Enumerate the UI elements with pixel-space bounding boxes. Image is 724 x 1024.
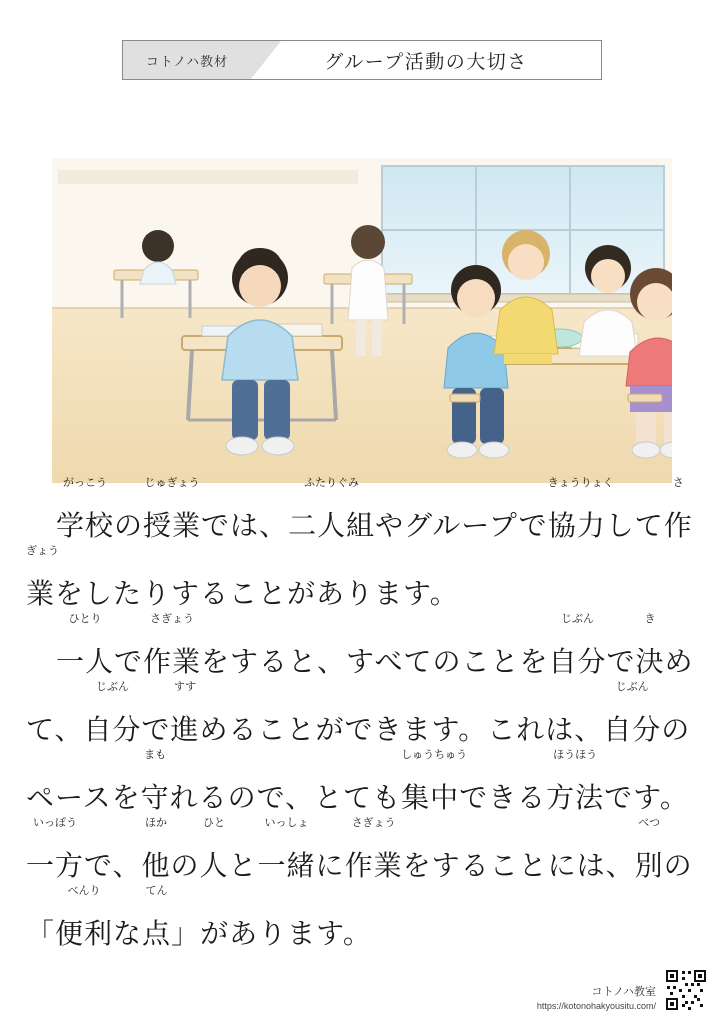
- body-text-run: で: [141, 714, 171, 745]
- ruby-reading: さぎょう: [150, 613, 195, 625]
- ruby-reading: いっぽう: [33, 817, 77, 829]
- body-text-run: をしたりすることがあります。: [55, 578, 459, 609]
- ruby-base: 一人: [56, 646, 115, 677]
- body-text-run: の: [661, 714, 691, 745]
- ruby-base: 自分: [83, 714, 142, 745]
- header-banner: [122, 40, 602, 80]
- ruby-base: 集中: [401, 782, 460, 813]
- body-text-run: で: [114, 646, 144, 677]
- body-text-run: めることができます。これは、: [199, 714, 604, 745]
- ruby-base: 作業: [143, 646, 202, 677]
- ruby-term: [288, 477, 376, 560]
- ruby-reading: すす: [173, 681, 197, 693]
- body-text-run: をすると、すべてのことを: [201, 646, 549, 677]
- ruby-reading: ほうほう: [553, 749, 598, 761]
- ruby-reading: じぶん: [561, 613, 594, 625]
- ruby-reading: じぶん: [95, 681, 129, 693]
- ruby-reading: ぎょう: [26, 545, 59, 557]
- ruby-reading: ほか: [144, 817, 167, 829]
- ruby-base: 人: [199, 850, 229, 881]
- page-title: グループ活動の大切さ: [324, 51, 528, 73]
- body-text-run: できる: [459, 782, 547, 813]
- ruby-term: [344, 817, 403, 900]
- ruby-term: [634, 817, 664, 900]
- ruby-reading: じぶん: [615, 681, 649, 693]
- body-text-run: をすることには、: [402, 850, 635, 881]
- ruby-term: [547, 477, 614, 560]
- ruby-base: 二人組: [288, 510, 376, 541]
- ruby-base: 進: [170, 714, 200, 745]
- ruby-base: 協力: [547, 510, 606, 541]
- ruby-term: [143, 477, 202, 560]
- ruby-reading: ひと: [203, 817, 225, 829]
- ruby-term: [663, 477, 693, 560]
- body-text-run: で: [606, 646, 636, 677]
- ruby-base: 作: [663, 510, 693, 541]
- body-text-run: ペースを: [26, 782, 141, 813]
- ruby-base: 点: [142, 918, 172, 949]
- body-line-6: [20, 817, 706, 900]
- ruby-base: 決: [635, 646, 665, 677]
- ruby-base: 一緒: [257, 850, 316, 881]
- ruby-base: 業: [26, 578, 56, 609]
- body-text-run: の: [114, 510, 144, 541]
- ruby-base: 自分: [548, 646, 607, 677]
- qr-code-svg: [664, 968, 708, 1012]
- body-text-run: で、: [84, 850, 142, 881]
- ruby-term: [199, 817, 229, 900]
- body-text-run: やグループで: [375, 510, 548, 541]
- body-text-run: め: [664, 646, 694, 677]
- body-text-run: て、: [26, 714, 84, 745]
- body-line-1: [20, 477, 706, 560]
- body-text-run: と: [228, 850, 258, 881]
- footer: [537, 968, 708, 1012]
- ruby-base: 一方: [26, 850, 85, 881]
- ruby-reading: きょうりょく: [547, 477, 614, 489]
- body-text-run: れるので、とても: [169, 782, 402, 813]
- ruby-base: 学校: [56, 510, 115, 541]
- ruby-term: [401, 749, 468, 832]
- article-body: [20, 477, 706, 968]
- classroom-illustration: [52, 158, 672, 483]
- footer-text-block: [537, 985, 656, 1012]
- header-tag: [123, 41, 251, 79]
- ruby-reading: さ: [672, 477, 684, 489]
- ruby-reading: まも: [144, 749, 167, 761]
- ruby-reading: いっしょ: [264, 817, 309, 829]
- ruby-base: 自分: [603, 714, 662, 745]
- body-text-run: な: [113, 918, 143, 949]
- body-text-run: 」があります。: [171, 918, 372, 949]
- body-line-7: [20, 885, 706, 968]
- ruby-term: [603, 681, 662, 764]
- ruby-reading: べんり: [67, 885, 101, 897]
- ruby-base: 方法: [546, 782, 605, 813]
- header-tag-label: コトノハ教材: [145, 53, 229, 69]
- ruby-reading: てん: [145, 885, 168, 897]
- body-text-run: 「: [26, 918, 56, 949]
- body-text-run: して: [605, 510, 664, 541]
- body-text-run: の: [663, 850, 693, 881]
- ruby-reading: べつ: [638, 817, 661, 829]
- footer-site-name: コトノハ教室: [591, 986, 656, 999]
- ruby-base: 作業: [344, 850, 403, 881]
- ruby-base: 便利: [55, 918, 114, 949]
- ruby-term: [257, 817, 316, 900]
- ruby-reading: ふたりぐみ: [304, 477, 360, 489]
- classroom-illustration-svg: [52, 158, 672, 483]
- body-text-run: です。: [604, 782, 689, 813]
- body-text-run: では、: [201, 510, 289, 541]
- ruby-term: [142, 885, 172, 968]
- ruby-term: [55, 885, 114, 968]
- ruby-reading: さぎょう: [351, 817, 396, 829]
- ruby-term: [83, 681, 142, 764]
- ruby-reading: ひとり: [68, 613, 102, 625]
- body-text-run: に: [315, 850, 345, 881]
- ruby-base: 守: [140, 782, 170, 813]
- ruby-reading: がっこう: [63, 477, 107, 489]
- ruby-term: [26, 545, 59, 628]
- ruby-term: [56, 477, 115, 560]
- body-text-run: の: [170, 850, 200, 881]
- ruby-reading: しゅうちゅう: [401, 749, 468, 761]
- ruby-base: 他: [141, 850, 171, 881]
- ruby-term: [548, 613, 607, 696]
- ruby-reading: じゅぎょう: [144, 477, 200, 489]
- qr-code[interactable]: [664, 968, 708, 1012]
- footer-url[interactable]: https://kotonohakyousitu.com/: [536, 1000, 656, 1011]
- ruby-reading: き: [644, 613, 656, 625]
- ruby-base: 別: [634, 850, 664, 881]
- ruby-term: [546, 749, 605, 832]
- ruby-term: [170, 681, 200, 764]
- ruby-base: 授業: [143, 510, 202, 541]
